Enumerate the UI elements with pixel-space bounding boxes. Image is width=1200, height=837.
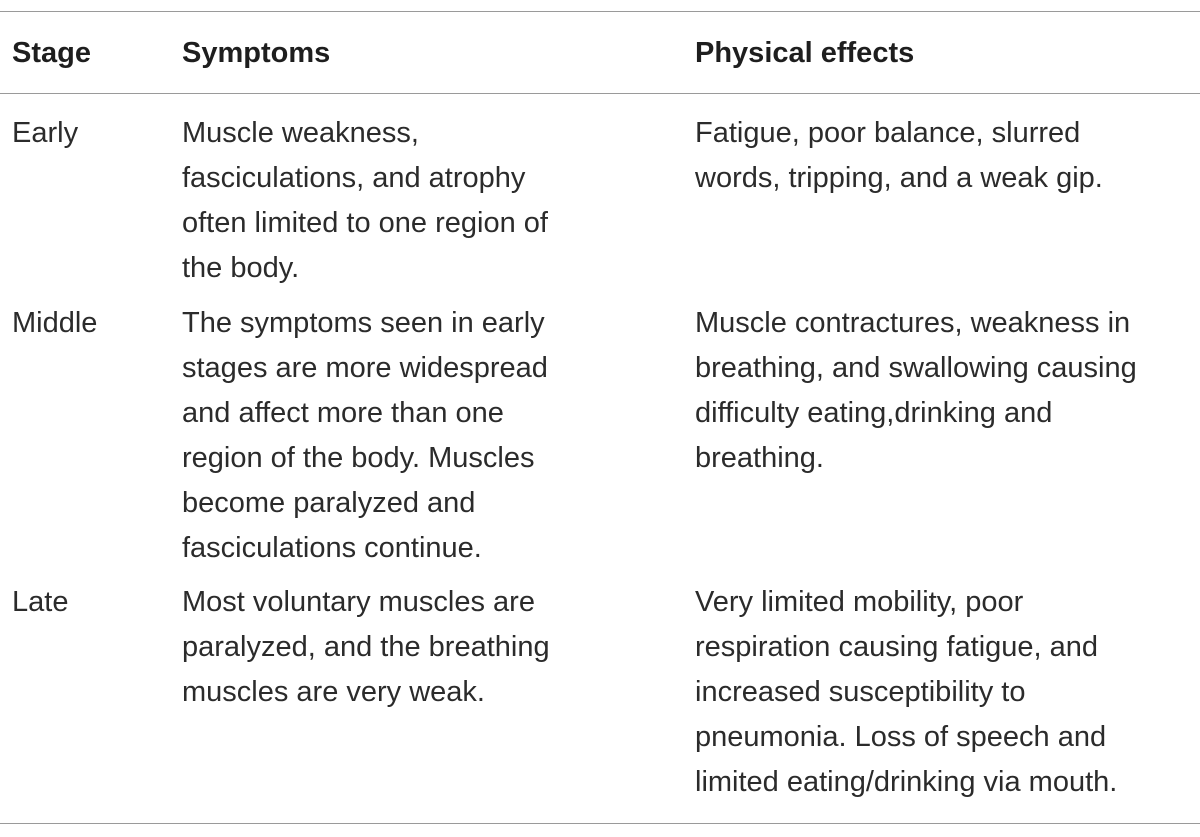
row-late-symptoms: Most voluntary muscles are paralyzed, and the breathing muscles are very weak. [182, 586, 550, 708]
table-top-rule [0, 11, 1200, 12]
row-middle-physical-effects: Muscle contractures, weakness in breathing, and swallowing causing difficulty eating,drinking and breathing. [695, 307, 1137, 474]
header-symptoms: Symptoms [182, 37, 331, 69]
row-late-stage: Late [12, 586, 69, 618]
row-middle-stage: Middle [12, 307, 98, 339]
header-physical-effects: Physical effects [695, 37, 915, 69]
row-late-physical-effects: Very limited mobility, poor respiration causing fatigue, and increased susceptibility to pneumonia. Loss of speech and limited eating/drinking via mouth. [695, 586, 1118, 798]
row-middle-symptoms: The symptoms seen in early stages are more widespread and affect more than one region of the body. Muscles become paralyzed and fasciculations continue. [182, 307, 548, 564]
row-early-symptoms: Muscle weakness, fasciculations, and atrophy often limited to one region of the body. [182, 117, 548, 284]
header-divider-rule [0, 93, 1200, 94]
table-bottom-rule [0, 823, 1200, 824]
row-early-physical-effects: Fatigue, poor balance, slurred words, tripping, and a weak gip. [695, 117, 1103, 194]
row-early-stage: Early [12, 117, 79, 149]
header-stage: Stage [12, 37, 91, 69]
